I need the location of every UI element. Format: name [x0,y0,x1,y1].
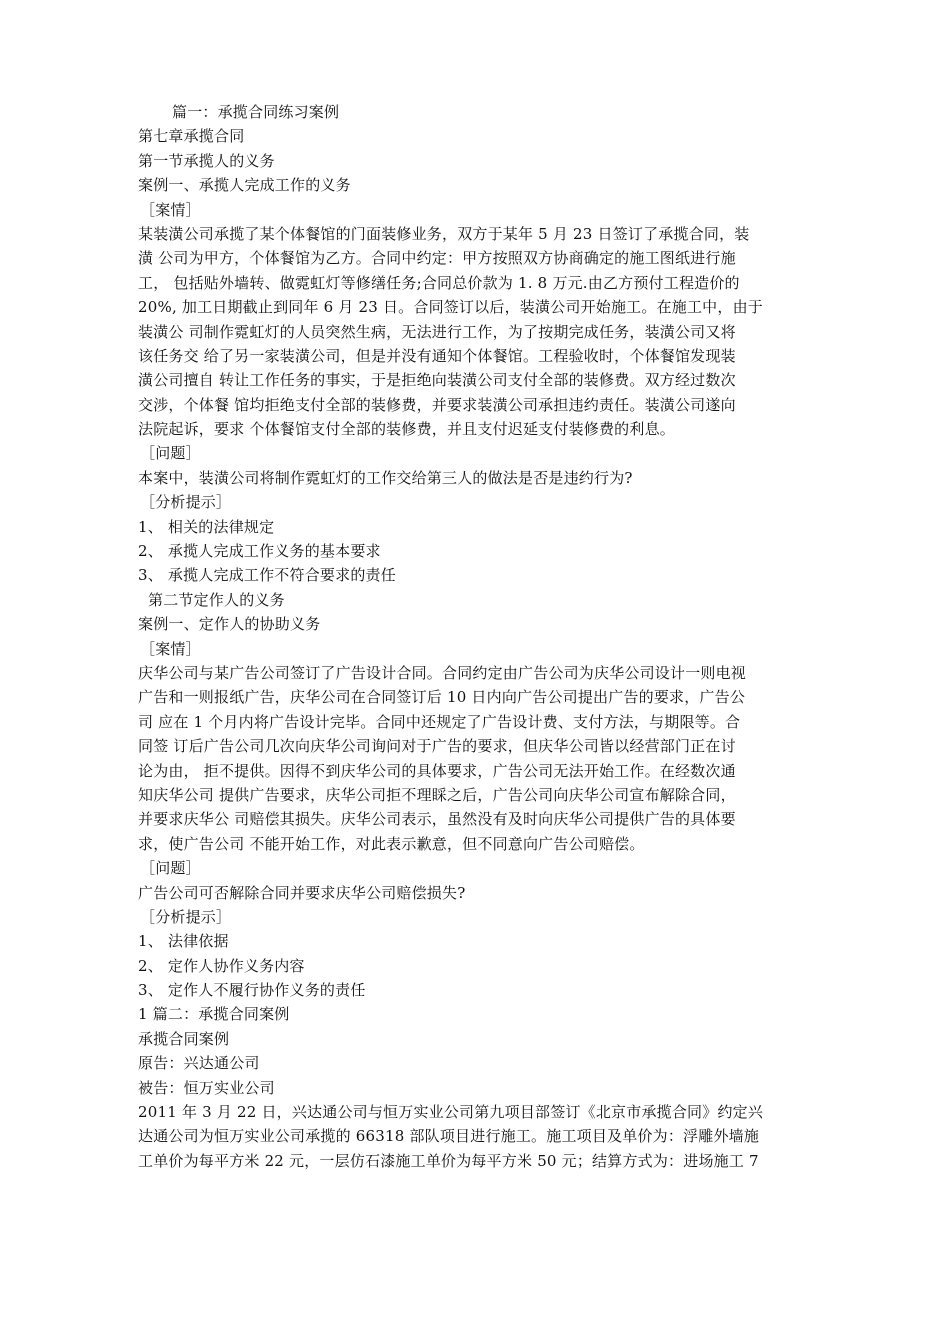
question-text: 本案中，装潢公司将制作霓虹灯的工作交给第三人的做法是否是违约行为? [138,468,633,487]
case-title: 承揽合同案例 [138,1029,230,1048]
case-heading: 案例一、定作人的协助义务 [138,615,321,634]
paragraph-line: 工单价为每平方米 22 元，一层仿石漆施工单价为每平方米 50 元；结算方式为：进场施工 7 [138,1151,759,1170]
paragraph-line: 求，使广告公司 不能开始工作，对此表示歉意，但不同意向广告公司赔偿。 [138,834,645,853]
section-heading: 第二节定作人的义务 [148,590,285,609]
paragraph-line: 广告和一则报纸广告，庆华公司在合同签订后 10 日内向广告公司提出广告的要求，广告公 [138,688,746,707]
paragraph-line: 法院起诉，要求 个体餐馆支付全部的装修费，并且支付迟延支付装修费的利息。 [138,420,675,439]
paragraph-line: 论为由， 拒不提供。因得不到庆华公司的具体要求，广告公司无法开始工作。在经数次通 [138,761,736,780]
list-item: 3、 承揽人完成工作不符合要求的责任 [138,566,396,585]
question-label: ［问题］ [140,444,201,463]
facts-label: ［案情］ [140,639,201,658]
list-item: 2、 承揽人完成工作义务的基本要求 [138,542,381,561]
defendant-line: 被告：恒万实业公司 [138,1078,275,1097]
paragraph-line: 潢 公司为甲方，个体餐馆为乙方。合同中约定：甲方按照双方协商确定的施工图纸进行施 [138,249,736,268]
chapter-heading: 第七章承揽合同 [138,127,245,146]
part-one-title: 篇一：承揽合同练习案例 [172,103,340,121]
facts-label: ［案情］ [140,200,201,219]
paragraph-line: 某装潢公司承揽了某个体餐馆的门面装修业务，双方于某年 5 月 23 日签订了承揽合同，装 [138,224,750,243]
question-text: 广告公司可否解除合同并要求庆华公司赔偿损失? [138,883,466,902]
analysis-label: ［分析提示］ [140,907,232,926]
section-heading: 第一节承揽人的义务 [138,151,275,170]
paragraph-line: 并要求庆华公 司赔偿其损失。庆华公司表示，虽然没有及时向庆华公司提供广告的具体要 [138,810,736,829]
paragraph-line: 工， 包括贴外墙转、做霓虹灯等修缮任务;合同总价款为 1. 8 万元.由乙方预付工程造价的 [138,273,740,292]
part-two-title: 1 篇二：承揽合同案例 [138,1005,290,1024]
paragraph-line: 潢公司擅自 转让工作任务的事实，于是拒绝向装潢公司支付全部的装修费。双方经过数次 [138,371,736,390]
question-label: ［问题］ [140,859,201,878]
paragraph-line: 交涉，个体餐 馆均拒绝支付全部的装修费，并要求装潢公司承担违约责任。装潢公司遂向 [138,395,736,414]
paragraph-line: 司 应在 1 个月内将广告设计完毕。合同中还规定了广告设计费、支付方法，与期限等。合 [138,712,741,731]
list-item: 1、 法律依据 [138,932,229,951]
paragraph-line: 达通公司为恒万实业公司承揽的 66318 部队项目进行施工。施工项目及单价为：浮雕外墙施 [138,1127,760,1146]
list-item: 2、 定作人协作义务内容 [138,956,305,975]
document-body [138,100,828,1173]
case-heading: 案例一、承揽人完成工作的义务 [138,176,351,195]
paragraph-line: 知庆华公司 提供广告要求，庆华公司拒不理睬之后，广告公司向庆华公司宣布解除合同， [138,785,736,804]
paragraph-line: 该任务交 给了另一家装潢公司，但是并没有通知个体餐馆。工程验收时，个体餐馆发现装 [138,346,736,365]
paragraph-line: 20%, 加工日期截止到同年 6 月 23 日。合同签订以后，装潢公司开始施工。在施工中，由于 [138,298,763,317]
list-item: 3、 定作人不履行协作义务的责任 [138,981,366,1000]
analysis-label: ［分析提示］ [140,493,232,512]
paragraph-line: 装潢公 司制作霓虹灯的人员突然生病，无法进行工作，为了按期完成任务，装潢公司又将 [138,322,736,341]
paragraph-line: 同签 订后广告公司几次向庆华公司询问对于广告的要求，但庆华公司皆以经营部门正在讨 [138,737,736,756]
paragraph-line: 2011 年 3 月 22 日，兴达通公司与恒万实业公司第九项目部签订《北京市承揽合同》约定兴 [138,1103,764,1122]
list-item: 1、 相关的法律规定 [138,517,275,536]
paragraph-line: 庆华公司与某广告公司签订了广告设计合同。合同约定由广告公司为庆华公司设计一则电视 [138,663,747,682]
plaintiff-line: 原告：兴达通公司 [138,1054,260,1073]
